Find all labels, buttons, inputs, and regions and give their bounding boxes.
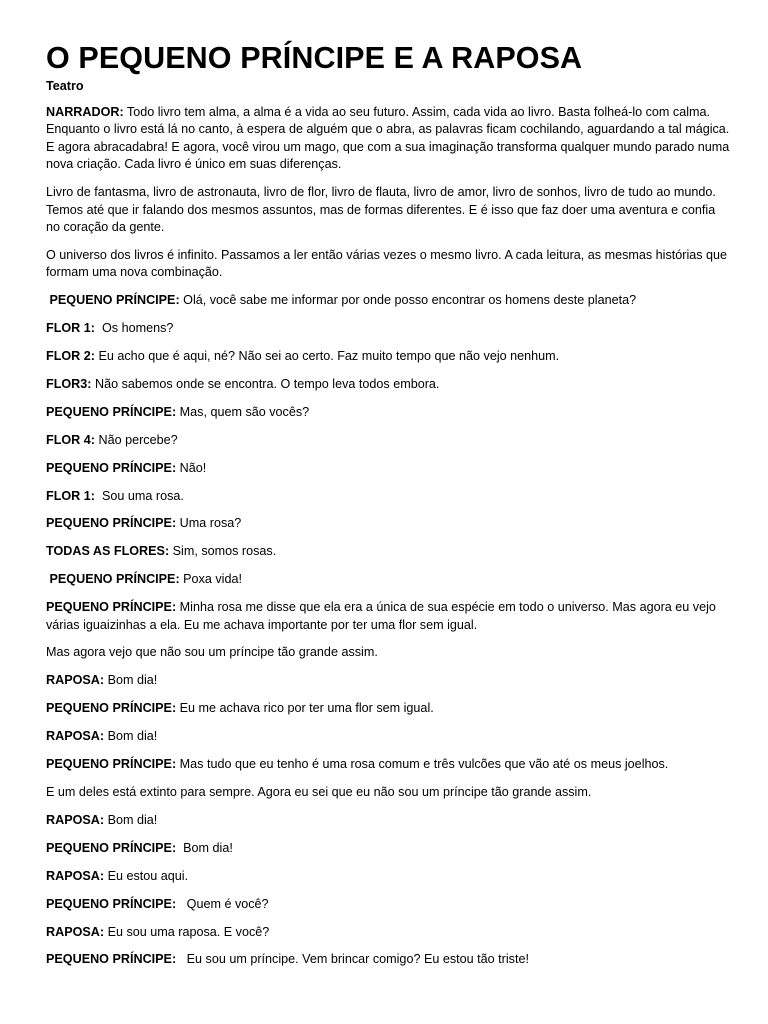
- dialogue-text: Eu estou aqui.: [104, 868, 189, 883]
- script-paragraph: [46, 104, 733, 174]
- script-paragraph: [46, 672, 730, 689]
- speaker-label: RAPOSA:: [46, 812, 105, 827]
- speaker-label: PEQUENO PRÍNCIPE:: [46, 293, 180, 308]
- script-paragraph: [46, 812, 730, 829]
- dialogue-text: Não!: [176, 460, 207, 475]
- speaker-label: PEQUENO PRÍNCIPE:: [46, 600, 177, 615]
- script-paragraph: [46, 599, 730, 634]
- dialogue-text: Eu sou um príncipe. Vem brincar comigo? Eu estou tão triste!: [176, 952, 529, 967]
- dialogue-text: Sim, somos rosas.: [169, 544, 277, 559]
- speaker-label: FLOR 1:: [46, 321, 95, 336]
- dialogue-text: Não percebe?: [94, 432, 178, 447]
- speaker-label: TODAS AS FLORES:: [46, 544, 170, 559]
- script-paragraph: [46, 896, 730, 913]
- script-paragraph: [46, 644, 730, 661]
- script-paragraph: [46, 184, 730, 236]
- speaker-label: RAPOSA:: [46, 868, 105, 883]
- dialogue-text: Bom dia!: [104, 673, 158, 688]
- dialogue-text: Mas, quem são vocês?: [176, 404, 310, 419]
- script-paragraph: [46, 488, 730, 505]
- speaker-label: PEQUENO PRÍNCIPE:: [46, 404, 177, 419]
- script-paragraph: [46, 404, 730, 421]
- dialogue-text: Mas agora vejo que não sou um príncipe tão grande assim.: [46, 645, 378, 660]
- dialogue-text: Eu sou uma raposa. E você?: [104, 924, 270, 939]
- script-paragraph: [46, 700, 730, 717]
- dialogue-text: Os homens?: [94, 321, 174, 336]
- speaker-label: FLOR 1:: [46, 488, 95, 503]
- script-paragraph: [46, 951, 730, 968]
- document-subtitle: Teatro: [46, 79, 84, 93]
- script-paragraph: [46, 515, 730, 532]
- speaker-label: FLOR3:: [46, 376, 92, 391]
- speaker-label: PEQUENO PRÍNCIPE:: [46, 572, 180, 587]
- script-paragraph: [46, 571, 730, 588]
- script-paragraph: [46, 868, 730, 885]
- script-paragraph: [46, 292, 730, 309]
- speaker-label: RAPOSA:: [46, 729, 105, 744]
- script-paragraph: [46, 320, 730, 337]
- dialogue-text: E um deles está extinto para sempre. Agora eu sei que eu não sou um príncipe tão grande assim.: [46, 784, 592, 799]
- script-paragraph: [46, 756, 730, 773]
- script-paragraph: [46, 543, 730, 560]
- dialogue-text: Uma rosa?: [176, 516, 242, 531]
- speaker-label: PEQUENO PRÍNCIPE:: [46, 757, 177, 772]
- speaker-label: PEQUENO PRÍNCIPE:: [46, 840, 177, 855]
- speaker-label: FLOR 4:: [46, 432, 95, 447]
- speaker-label: RAPOSA:: [46, 924, 105, 939]
- document-title: O PEQUENO PRÍNCIPE E A RAPOSA: [46, 41, 583, 75]
- script-paragraph: [46, 460, 730, 477]
- script-paragraph: [46, 432, 730, 449]
- script-paragraph: [46, 376, 730, 393]
- script-body: [46, 104, 733, 969]
- dialogue-text: Sou uma rosa.: [94, 488, 184, 503]
- script-paragraph: [46, 247, 730, 282]
- dialogue-text: Quem é você?: [176, 896, 269, 911]
- dialogue-text: Mas tudo que eu tenho é uma rosa comum e três vulcões que vão até os meus joelhos.: [176, 757, 669, 772]
- script-paragraph: [46, 784, 730, 801]
- script-paragraph: [46, 840, 730, 857]
- dialogue-text: Eu acho que é aqui, né? Não sei ao certo. Faz muito tempo que não vejo nenhum.: [94, 348, 560, 363]
- speaker-label: PEQUENO PRÍNCIPE:: [46, 516, 177, 531]
- speaker-label: PEQUENO PRÍNCIPE:: [46, 952, 177, 967]
- dialogue-text: Não sabemos onde se encontra. O tempo leva todos embora.: [91, 376, 440, 391]
- speaker-label: PEQUENO PRÍNCIPE:: [46, 460, 177, 475]
- dialogue-text: Minha rosa me disse que ela era a única de sua espécie em todo o universo. Mas agora eu vejo várias iguaizinhas a ela. Eu me achava importante por ter uma flor sem igual.: [46, 600, 720, 632]
- dialogue-text: Bom dia!: [104, 812, 158, 827]
- dialogue-text: Olá, você sabe me informar por onde posso encontrar os homens deste planeta?: [179, 293, 637, 308]
- dialogue-text: Bom dia!: [176, 840, 233, 855]
- speaker-label: FLOR 2:: [46, 348, 95, 363]
- speaker-label: NARRADOR:: [46, 105, 124, 119]
- speaker-label: PEQUENO PRÍNCIPE:: [46, 701, 177, 716]
- dialogue-text: Poxa vida!: [179, 572, 242, 587]
- dialogue-text: Eu me achava rico por ter uma flor sem igual.: [176, 701, 434, 716]
- script-paragraph: [46, 728, 730, 745]
- dialogue-text: Todo livro tem alma, a alma é a vida ao seu futuro. Assim, cada vida ao livro. Basta folheá-lo com calma. Enquanto o livro está lá no canto, à espera de alguém que o abra, as palavras ficam cochilando, aguardando a tal mágica. E agora abracadabra! E agora, você virou um mago, que com a sua imaginação transforma qualquer mundo parado numa nova criação. Cada livro é único em suas diferenças.: [46, 105, 733, 172]
- script-paragraph: [46, 924, 730, 941]
- document-page: [46, 40, 733, 979]
- speaker-label: RAPOSA:: [46, 673, 105, 688]
- dialogue-text: Livro de fantasma, livro de astronauta, livro de flor, livro de flauta, livro de amor, livro de sonhos, livro de tudo ao mundo. Temos até que ir falando dos mesmos assuntos, mas de formas diferentes. E é isso que faz doer uma aventura e confia no coração da gente.: [46, 185, 720, 234]
- dialogue-text: O universo dos livros é infinito. Passamos a ler então várias vezes o mesmo livro. A cada leitura, as mesmas histórias que formam uma nova combinação.: [46, 247, 731, 280]
- script-paragraph: [46, 348, 730, 365]
- speaker-label: PEQUENO PRÍNCIPE:: [46, 896, 177, 911]
- dialogue-text: Bom dia!: [104, 729, 158, 744]
